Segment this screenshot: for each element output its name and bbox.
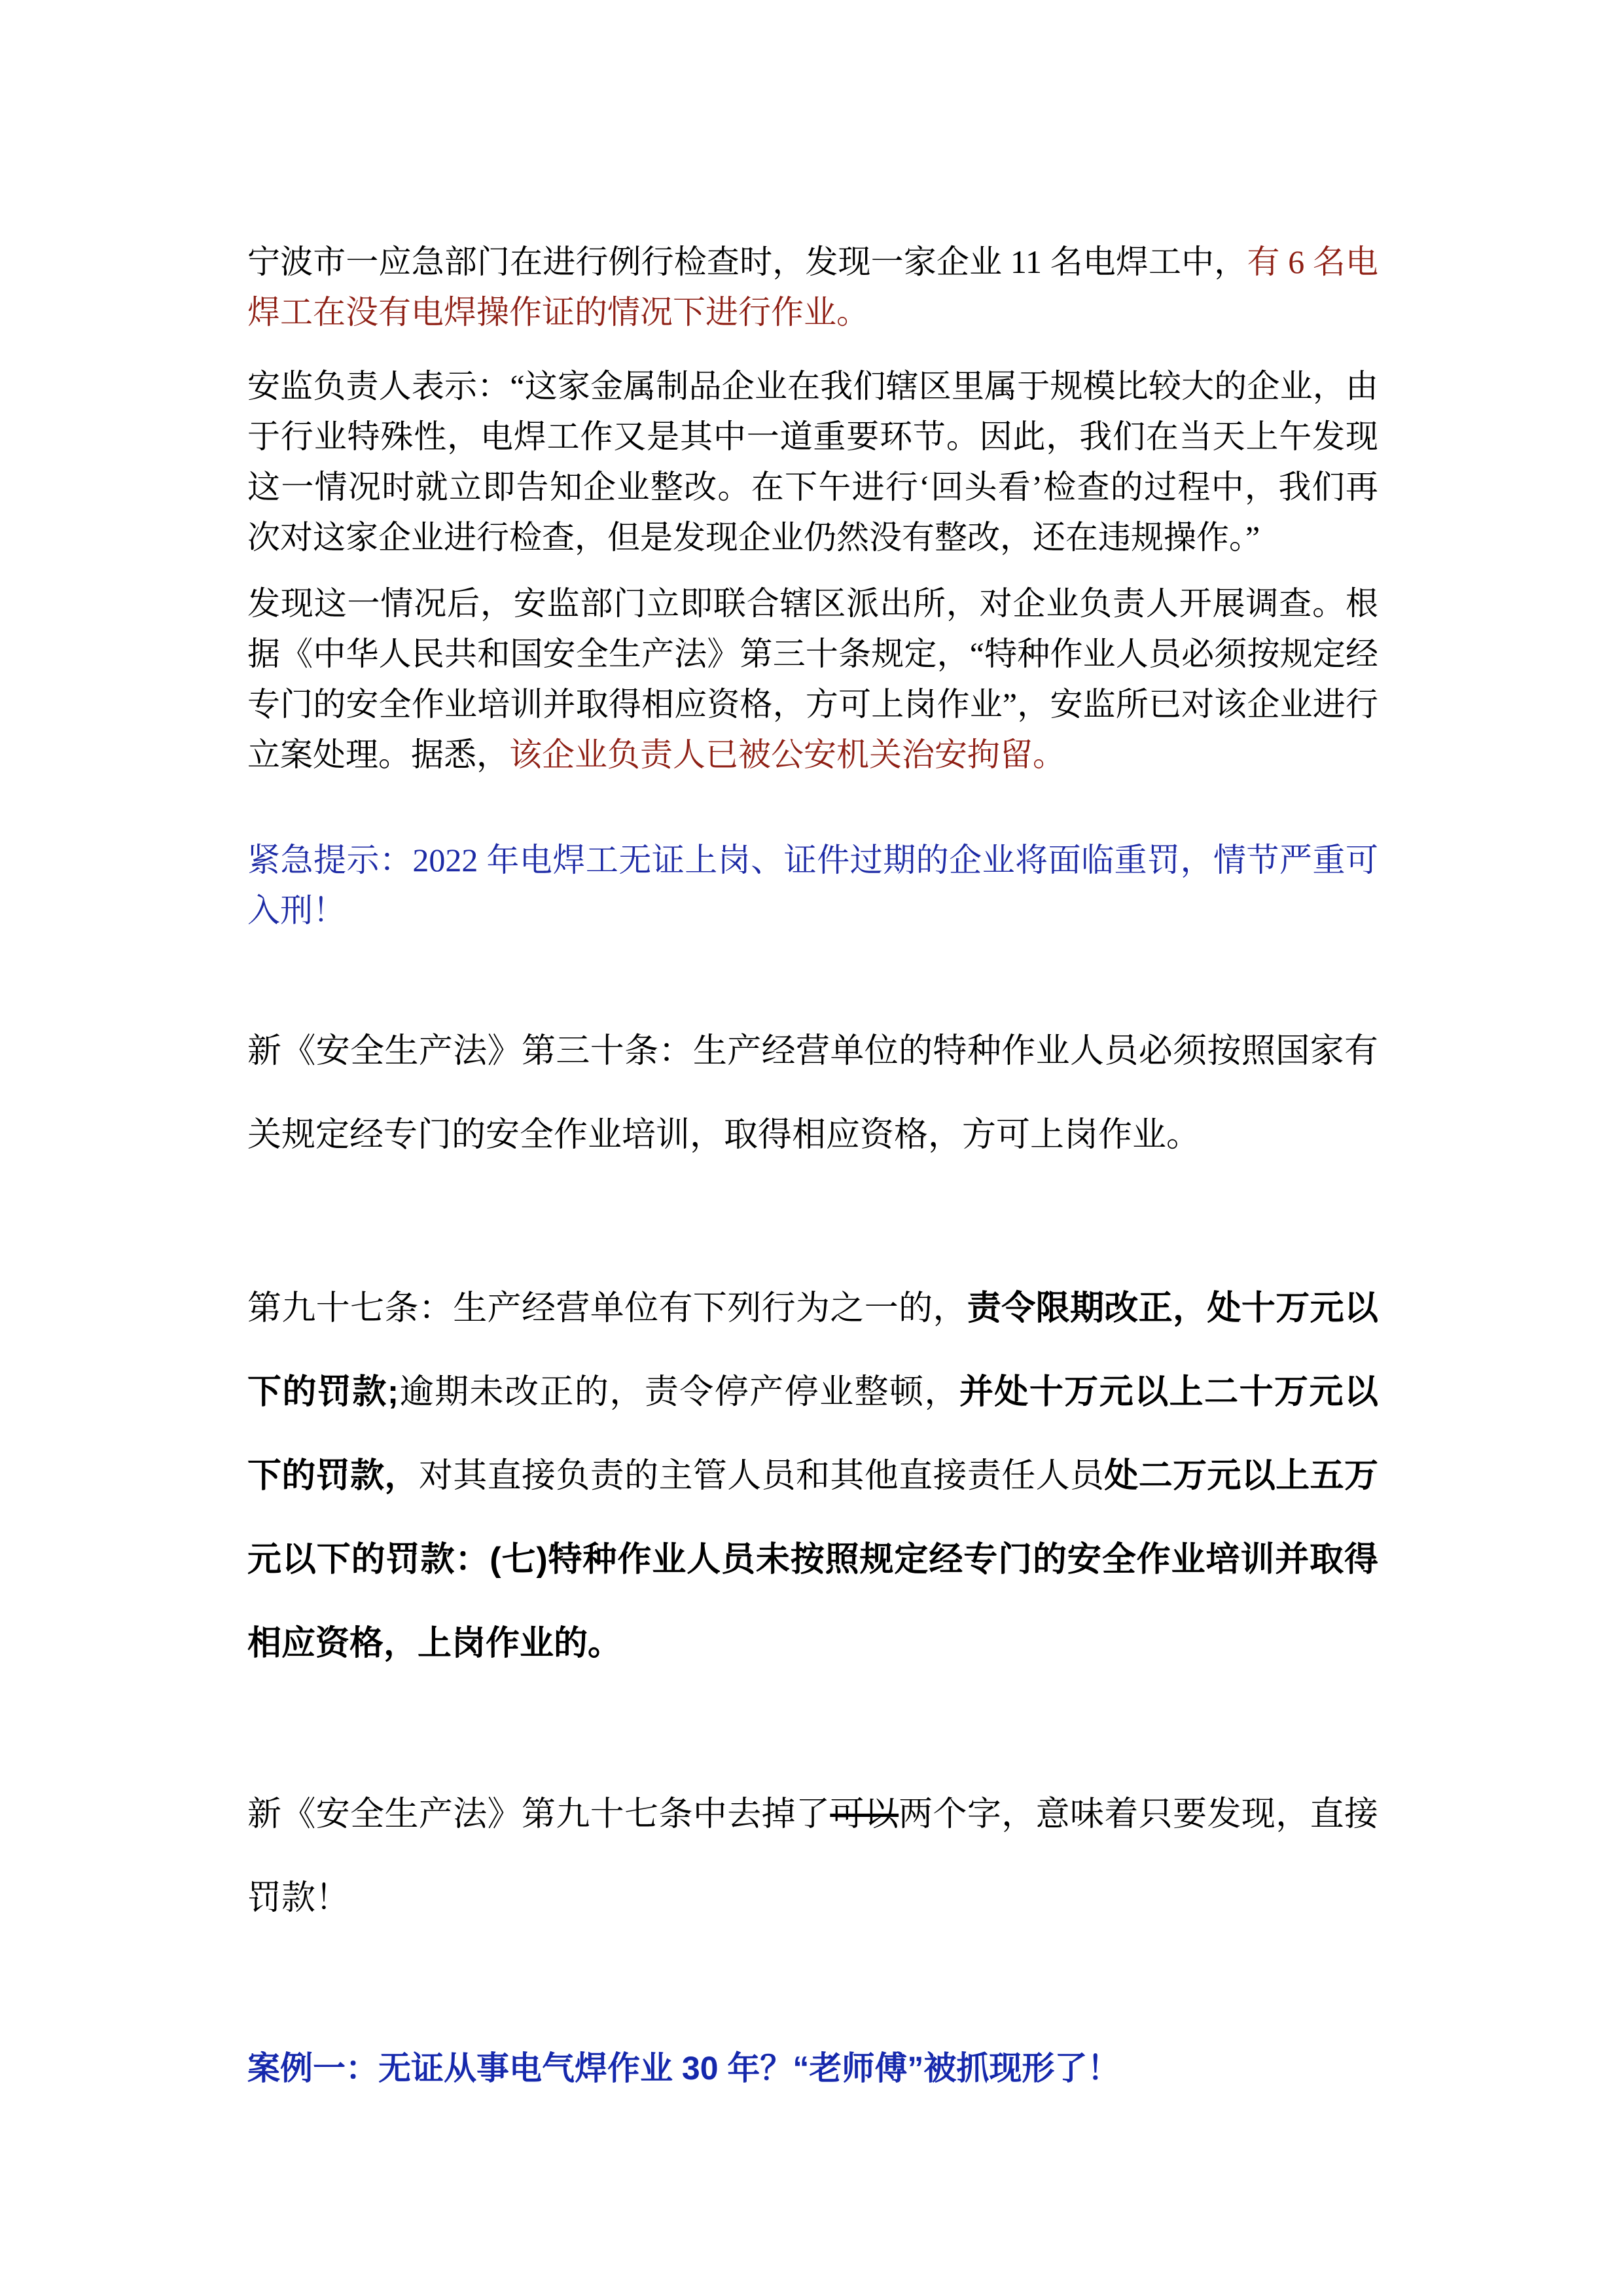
note97-lead-text: 新《安全生产法》第九十七条中去掉了 <box>247 1795 830 1833</box>
law97-item-7-text: (七)特种作业人员未按照规定经专门的安全作业培训并取得相应资格，上岗作业的。 <box>247 1541 1378 1662</box>
incident-intro-text: 宁波市一应急部门在进行例行检查时，发现一家企业 11 名电焊工中， <box>247 243 1247 280</box>
law97-penalty-1-highlight: 责令限期改正，处十万元以下的罚款; <box>247 1289 1378 1411</box>
incident-violation-highlight: 有 6 名电焊工在没有电焊操作证的情况下进行作业。 <box>247 243 1378 331</box>
paragraph-law-article-30: 新《安全生产法》第三十条：生产经营单位的特种作业人员必须按照国家有关规定经专门的安全作业培训，取得相应资格，方可上岗作业。 <box>247 1032 1378 1154</box>
note97-strikethrough-word: 可以 <box>830 1795 899 1833</box>
paragraph-urgent-alert: 紧急提示：2022 年电焊工无证上岗、证件过期的企业将面临重罚，情节严重可入刑！ <box>247 842 1378 929</box>
law97-intro-text: 第九十七条：生产经营单位有下列行为之一的， <box>247 1289 967 1327</box>
law97-penalty-2-highlight: 并处十万元以上二十万元以下的罚款， <box>247 1373 1378 1495</box>
law97-responsible-persons-text: 对其直接负责的主管人员和其他直接责任人员 <box>418 1457 1105 1495</box>
document-content <box>247 237 1378 2110</box>
detention-highlight: 该企业负责人已被公安机关治安拘留。 <box>509 736 1065 773</box>
law97-overdue-text: 逾期未改正的，责令停产停业整顿， <box>399 1373 959 1411</box>
investigation-body-text: 发现这一情况后，安监部门立即联合辖区派出所，对企业负责人开展调查。根据《中华人民共和国安全生产法》第三十条规定，“特种作业人员必须按规定经专门的安全作业培训并取得相应资格，方可上岗作业”，安监所已对该企业进行立案处理。据悉， <box>247 585 1378 773</box>
law97-penalty-3-highlight: 处二万元以上五万元以下的罚款： <box>247 1457 1378 1579</box>
note97-tail-text: 两个字，意味着只要发现，直接罚款！ <box>247 1795 1378 1917</box>
paragraph-law-article-97 <box>247 1266 1378 1685</box>
paragraph-investigation <box>247 579 1378 780</box>
paragraph-case-heading: 案例一：无证从事电气焊作业 30 年？“老师傅”被抓现形了！ <box>247 2050 1120 2087</box>
paragraph-note-97 <box>247 1772 1378 1940</box>
paragraph-incident <box>247 237 1378 338</box>
paragraph-official-quote: 安监负责人表示：“这家金属制品企业在我们辖区里属于规模比较大的企业，由于行业特殊性，电焊工作又是其中一道重要环节。因此，我们在当天上午发现这一情况时就立即告知企业整改。在下午进行‘回头看’检查的过程中，我们再次对这家企业进行检查，但是发现企业仍然没有整改，还在违规操作。” <box>247 368 1378 556</box>
